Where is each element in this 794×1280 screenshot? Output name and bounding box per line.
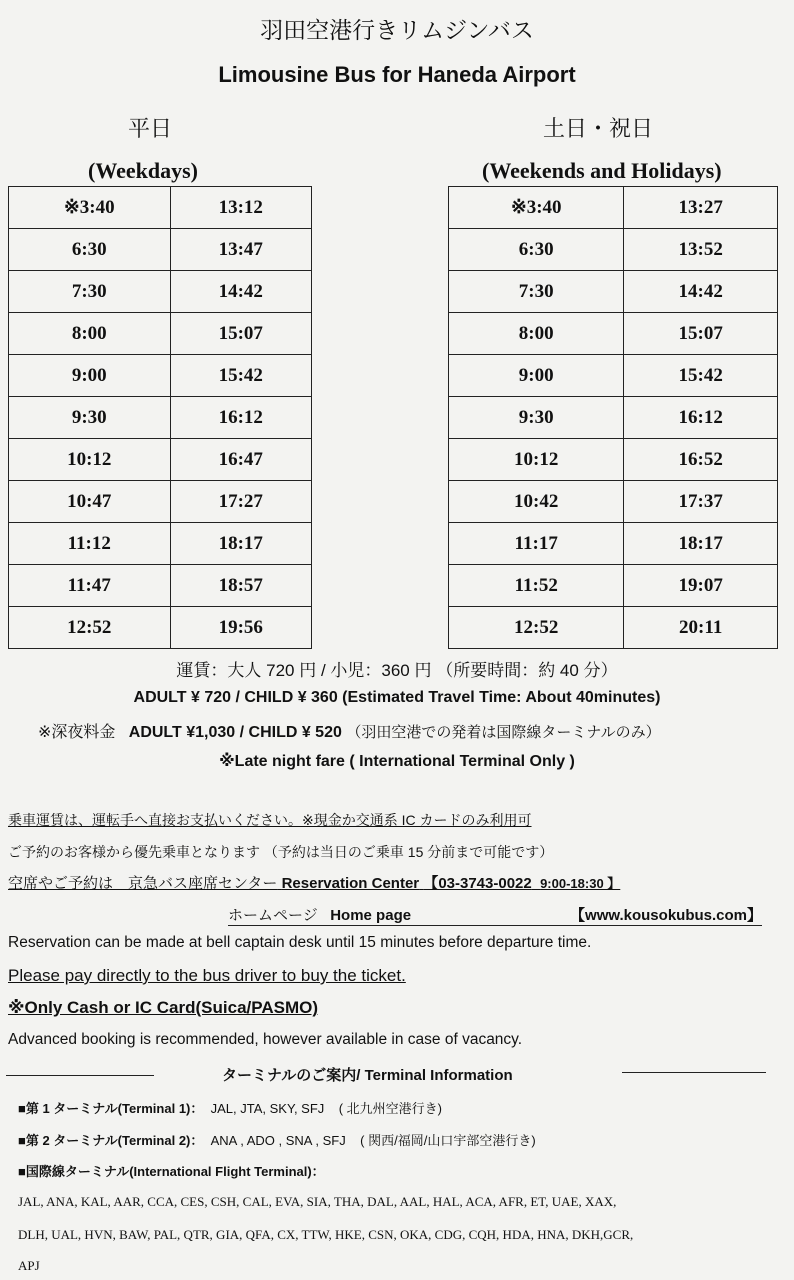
title-en: Limousine Bus for Haneda Airport bbox=[218, 62, 576, 87]
weekends-timetable bbox=[448, 186, 778, 649]
divider-left bbox=[6, 1075, 154, 1076]
weekend-row bbox=[449, 481, 778, 523]
cash-en-note: ※Only Cash or IC Card(Suica/PASMO) bbox=[8, 998, 318, 1017]
terminal-2-airlines: ANA , ADO , SNA , SFJ bbox=[210, 1133, 346, 1148]
terminal-2-note: ( 関西/福岡/山口宇部空港行き) bbox=[360, 1133, 536, 1148]
weekday-time-cell: 14:42 bbox=[170, 271, 311, 313]
reservation-center-line bbox=[8, 872, 620, 893]
weekday-row bbox=[9, 397, 312, 439]
weekday-time-cell: 11:47 bbox=[9, 565, 171, 607]
weekday-row bbox=[9, 271, 312, 313]
late-fare-jp-prefix: ※深夜料金 bbox=[38, 724, 116, 741]
terminal-1-label: ■第 1 ターミナル(Terminal 1)： bbox=[18, 1101, 204, 1116]
weekday-row bbox=[9, 187, 312, 229]
homepage-url[interactable]: 【www.kousokubus.com】 bbox=[570, 907, 762, 924]
intl-airlines-line-1: JAL, ANA, KAL, AAR, CCA, CES, CSH, CAL, EVA, SIA, THA, DAL, AAL, HAL, ACA, AFR, ET, UAE, XAX, bbox=[18, 1194, 617, 1209]
weekends-label-en: (Weekends and Holidays) bbox=[482, 158, 722, 183]
weekday-time-cell: 10:12 bbox=[9, 439, 171, 481]
weekday-time-cell: 12:52 bbox=[9, 607, 171, 649]
weekend-time-cell: 13:27 bbox=[624, 187, 778, 229]
terminal-2-label: ■第 2 ターミナル(Terminal 2)： bbox=[18, 1133, 204, 1148]
intl-terminal-label: ■国際線ターミナル(International Flight Terminal)： bbox=[18, 1164, 325, 1179]
intl-airlines-line-2: DLH, UAL, HVN, BAW, PAL, QTR, GIA, QFA, CX, TTW, HKE, CSN, OKA, CDG, CQH, HDA, HNA, DKH,GCR, bbox=[18, 1227, 634, 1242]
weekday-time-cell: 15:07 bbox=[170, 313, 311, 355]
advanced-en-note: Advanced booking is recommended, however available in case of vacancy. bbox=[8, 1031, 523, 1048]
weekend-row bbox=[449, 607, 778, 649]
weekend-time-cell: 16:12 bbox=[624, 397, 778, 439]
weekday-time-cell: 17:27 bbox=[170, 481, 311, 523]
weekday-time-cell: 7:30 bbox=[9, 271, 171, 313]
weekends-timetable-body bbox=[449, 187, 778, 649]
weekend-time-cell: 11:52 bbox=[449, 565, 624, 607]
weekend-time-cell: 13:52 bbox=[624, 229, 778, 271]
reservation-phone: 【03-3743-0022 bbox=[423, 875, 532, 892]
weekend-row bbox=[449, 523, 778, 565]
intl-airlines-line-3: APJ bbox=[18, 1258, 40, 1273]
weekday-time-cell: 18:17 bbox=[170, 523, 311, 565]
weekday-time-cell: 13:47 bbox=[170, 229, 311, 271]
weekend-time-cell: 15:42 bbox=[624, 355, 778, 397]
terminal-heading bbox=[222, 1064, 513, 1085]
weekday-time-cell: 10:47 bbox=[9, 481, 171, 523]
weekday-time-cell: 19:56 bbox=[170, 607, 311, 649]
reservation-en-note: Reservation can be made at bell captain desk until 15 minutes before departure time. bbox=[8, 934, 592, 951]
weekend-time-cell: ※3:40 bbox=[449, 187, 624, 229]
terminal-1-airlines: JAL, JTA, SKY, SFJ bbox=[210, 1101, 325, 1116]
weekdays-timetable-body bbox=[9, 187, 312, 649]
weekend-time-cell: 6:30 bbox=[449, 229, 624, 271]
title-jp: 羽田空港行きリムジンバス bbox=[260, 18, 534, 43]
weekend-row bbox=[449, 313, 778, 355]
pay-en-note: Please pay directly to the bus driver to buy the ticket. bbox=[8, 966, 406, 985]
weekday-time-cell: 9:00 bbox=[9, 355, 171, 397]
weekend-time-cell: 11:17 bbox=[449, 523, 624, 565]
weekend-row bbox=[449, 271, 778, 313]
weekday-time-cell: 11:12 bbox=[9, 523, 171, 565]
weekend-time-cell: 12:52 bbox=[449, 607, 624, 649]
weekend-row bbox=[449, 397, 778, 439]
weekend-row bbox=[449, 439, 778, 481]
weekday-row bbox=[9, 523, 312, 565]
weekday-row bbox=[9, 229, 312, 271]
weekday-time-cell: 15:42 bbox=[170, 355, 311, 397]
weekdays-label-en: (Weekdays) bbox=[88, 158, 198, 183]
terminal-2-line bbox=[18, 1130, 536, 1149]
weekday-row bbox=[9, 313, 312, 355]
reservation-hours: 9:00-18:30 】 bbox=[540, 876, 621, 891]
late-fare-amount: ADULT ¥1,030 / CHILD ¥ 520 bbox=[128, 724, 342, 741]
weekend-time-cell: 10:12 bbox=[449, 439, 624, 481]
priority-jp-note: ご予約のお客様から優先乗車となります （予約は当日のご乗車 15 分前まで可能です） bbox=[8, 844, 554, 860]
fare-jp: 運賃：大人 720 円 / 小児：360 円 （所要時間：約 40 分） bbox=[176, 661, 618, 680]
weekday-time-cell: 13:12 bbox=[170, 187, 311, 229]
late-fare-line bbox=[38, 719, 661, 742]
weekday-time-cell: ※3:40 bbox=[9, 187, 171, 229]
weekdays-timetable bbox=[8, 186, 312, 649]
weekend-time-cell: 19:07 bbox=[624, 565, 778, 607]
weekday-time-cell: 8:00 bbox=[9, 313, 171, 355]
weekends-label-jp: 土日・祝日 bbox=[543, 116, 654, 141]
weekday-row bbox=[9, 355, 312, 397]
weekend-row bbox=[449, 187, 778, 229]
homepage-en: Home page bbox=[330, 907, 412, 924]
terminal-1-line bbox=[18, 1098, 442, 1117]
homepage-line bbox=[228, 904, 762, 926]
weekend-time-cell: 7:30 bbox=[449, 271, 624, 313]
weekday-time-cell: 16:12 bbox=[170, 397, 311, 439]
reservation-jp: 空席やご予約は 京急バス座席センター bbox=[8, 875, 278, 892]
weekday-time-cell: 9:30 bbox=[9, 397, 171, 439]
late-fare-jp-note: （羽田空港での発着は国際線ターミナルのみ） bbox=[346, 724, 661, 741]
weekend-time-cell: 17:37 bbox=[624, 481, 778, 523]
homepage-jp: ホームページ bbox=[228, 907, 318, 924]
weekend-time-cell: 9:00 bbox=[449, 355, 624, 397]
weekend-time-cell: 10:42 bbox=[449, 481, 624, 523]
weekend-time-cell: 16:52 bbox=[624, 439, 778, 481]
weekday-row bbox=[9, 481, 312, 523]
weekday-time-cell: 18:57 bbox=[170, 565, 311, 607]
weekday-row bbox=[9, 565, 312, 607]
terminal-1-note: ( 北九州空港行き) bbox=[338, 1101, 443, 1116]
weekend-time-cell: 9:30 bbox=[449, 397, 624, 439]
weekend-time-cell: 15:07 bbox=[624, 313, 778, 355]
divider-right bbox=[622, 1072, 766, 1073]
weekend-time-cell: 14:42 bbox=[624, 271, 778, 313]
weekdays-label-jp: 平日 bbox=[128, 116, 173, 141]
fare-en: ADULT ¥ 720 / CHILD ¥ 360 (Estimated Travel Time: About 40minutes) bbox=[133, 689, 661, 706]
weekday-row bbox=[9, 439, 312, 481]
reservation-en: Reservation Center bbox=[281, 875, 420, 892]
pay-jp-note: 乗車運賃は、運転手へ直接お支払いください。※現金か交通系 IC カードのみ利用可 bbox=[8, 812, 532, 828]
terminal-heading-text: ターミナルのご案内/ Terminal Information bbox=[222, 1067, 513, 1084]
weekday-row bbox=[9, 607, 312, 649]
weekday-time-cell: 6:30 bbox=[9, 229, 171, 271]
weekend-row bbox=[449, 229, 778, 271]
weekend-time-cell: 20:11 bbox=[624, 607, 778, 649]
weekend-time-cell: 18:17 bbox=[624, 523, 778, 565]
weekend-row bbox=[449, 355, 778, 397]
weekend-row bbox=[449, 565, 778, 607]
weekday-time-cell: 16:47 bbox=[170, 439, 311, 481]
late-fare-en: ※Late night fare ( International Terminal Only ) bbox=[219, 753, 575, 770]
weekend-time-cell: 8:00 bbox=[449, 313, 624, 355]
